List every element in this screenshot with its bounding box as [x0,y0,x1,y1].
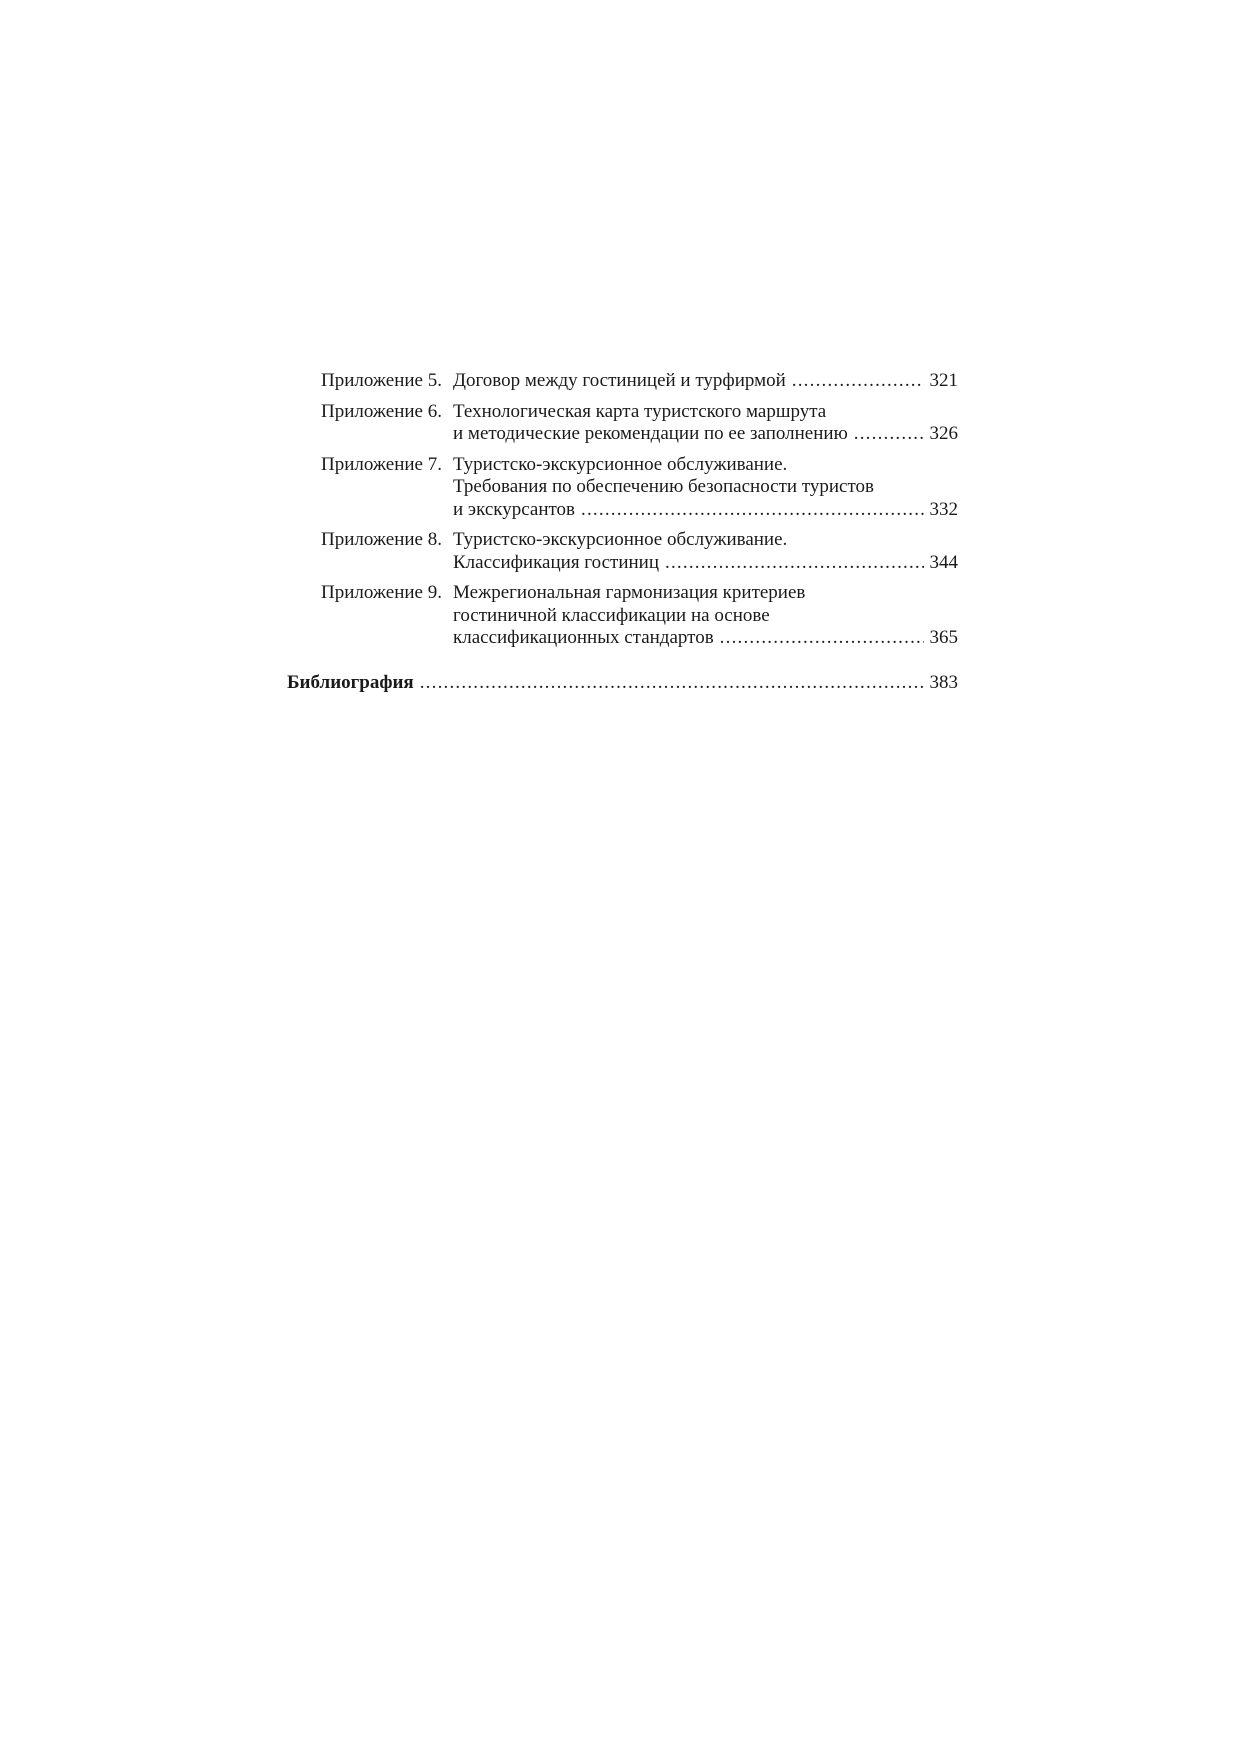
toc-entry-body [442,370,958,393]
dot-leader [581,499,923,522]
toc-entry-title: классификационных стандартов [453,627,714,648]
toc-entry-label: Приложение 5. [321,370,442,391]
dot-leader [420,672,924,695]
dot-leader [854,423,924,446]
toc-entry-label: Приложение 9. [321,582,442,603]
toc-entry-bibliography[interactable] [287,672,958,695]
toc-entry-title-line: гостиничной классификации на основе [453,604,770,626]
toc-entry-label: Приложение 7. [321,453,442,475]
toc-entry-appendix-8[interactable] [288,529,958,574]
toc-entry-title: и экскурсантов [453,498,576,520]
toc-entry-last-line [453,370,958,393]
toc-entry-title-line: Межрегиональная гармонизация критериев [453,582,806,603]
toc-entry-appendix-7[interactable] [288,454,958,522]
toc-entry-last-line [453,627,958,650]
toc-entry-title-line: Туристско-экскурсионное обслуживание. [453,529,788,550]
bibliography-title: Библиография [287,671,414,693]
toc-entry-label: Приложение 8. [321,529,442,550]
toc-entry-title-line: Технологическая карта туристского маршрута [453,400,827,422]
toc-entry-body [442,582,958,650]
dot-leader [720,627,924,650]
toc-entry-title-line: Требования по обеспечению безопасности туристов [453,476,875,497]
toc-entry-body [442,401,958,446]
toc-entry-label: Приложение 6. [321,400,442,422]
toc-entry-title-line: Туристско-экскурсионное обслуживание. [453,453,788,475]
dot-leader [665,552,923,575]
toc-page-number: 326 [929,423,958,444]
toc-entry-title: и методические рекомендации по ее заполнению [453,423,848,444]
toc-page-number: 332 [929,498,958,520]
toc-entry-last-line [453,499,958,522]
toc-page-number: 383 [929,671,958,693]
toc-page-number: 321 [929,370,958,391]
dot-leader [792,370,924,393]
toc-entry-appendix-5[interactable] [288,370,958,393]
toc-entry-body [442,454,958,522]
table-of-contents [288,370,958,694]
toc-entry-title: Договор между гостиницей и турфирмой [453,370,786,391]
toc-entry-last-line [453,552,958,575]
toc-page-number: 344 [929,551,958,573]
toc-entry-last-line [453,423,958,446]
toc-entry-title: Классификация гостиниц [453,551,660,573]
toc-entry-appendix-9[interactable] [288,582,958,650]
toc-entry-body [442,529,958,574]
toc-entry-appendix-6[interactable] [288,401,958,446]
toc-page-number: 365 [929,627,958,648]
